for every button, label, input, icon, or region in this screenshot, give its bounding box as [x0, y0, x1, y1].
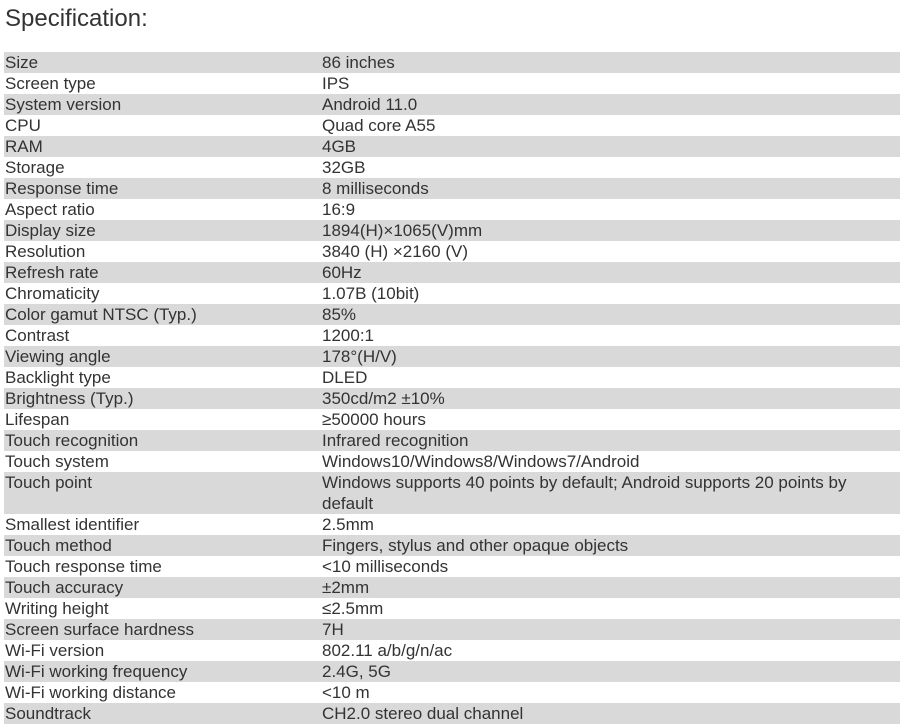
spec-label: Touch point — [4, 472, 321, 514]
spec-table-body — [4, 52, 900, 724]
spec-value: ≥50000 hours — [321, 409, 900, 430]
spec-label: Refresh rate — [4, 262, 321, 283]
spec-value: 16:9 — [321, 199, 900, 220]
spec-row — [4, 514, 900, 535]
spec-label: RAM — [4, 136, 321, 157]
spec-label: Brightness (Typ.) — [4, 388, 321, 409]
spec-value: 350cd/m2 ±10% — [321, 388, 900, 409]
spec-value: 178°(H/V) — [321, 346, 900, 367]
spec-value: 60Hz — [321, 262, 900, 283]
spec-label: Size — [4, 52, 321, 73]
spec-value: <10 milliseconds — [321, 556, 900, 577]
spec-label: Touch accuracy — [4, 577, 321, 598]
spec-value: ≤2.5mm — [321, 598, 900, 619]
spec-row — [4, 178, 900, 199]
spec-row — [4, 262, 900, 283]
spec-row — [4, 556, 900, 577]
spec-row — [4, 598, 900, 619]
spec-value: IPS — [321, 73, 900, 94]
spec-value: Windows10/Windows8/Windows7/Android — [321, 451, 900, 472]
spec-row — [4, 199, 900, 220]
spec-label: Writing height — [4, 598, 321, 619]
spec-row — [4, 94, 900, 115]
spec-label: Response time — [4, 178, 321, 199]
spec-label: Soundtrack — [4, 703, 321, 724]
spec-label: Resolution — [4, 241, 321, 262]
spec-value: Infrared recognition — [321, 430, 900, 451]
spec-row — [4, 430, 900, 451]
spec-row — [4, 409, 900, 430]
spec-label: System version — [4, 94, 321, 115]
spec-label: Wi-Fi working distance — [4, 682, 321, 703]
spec-label: Viewing angle — [4, 346, 321, 367]
spec-label: Lifespan — [4, 409, 321, 430]
spec-label: Screen surface hardness — [4, 619, 321, 640]
spec-row — [4, 661, 900, 682]
spec-label: Touch system — [4, 451, 321, 472]
spec-label: Touch recognition — [4, 430, 321, 451]
spec-value: 802.11 a/b/g/n/ac — [321, 640, 900, 661]
spec-value: Android 11.0 — [321, 94, 900, 115]
spec-row — [4, 241, 900, 262]
spec-row — [4, 577, 900, 598]
spec-row — [4, 535, 900, 556]
spec-row — [4, 619, 900, 640]
spec-table — [4, 52, 900, 724]
spec-label: Wi-Fi version — [4, 640, 321, 661]
spec-label: Screen type — [4, 73, 321, 94]
page-title: Specification: — [5, 5, 148, 32]
spec-value: 7H — [321, 619, 900, 640]
spec-row — [4, 115, 900, 136]
spec-value: 1.07B (10bit) — [321, 283, 900, 304]
spec-row — [4, 451, 900, 472]
spec-row — [4, 220, 900, 241]
spec-label: Aspect ratio — [4, 199, 321, 220]
spec-value: 85% — [321, 304, 900, 325]
spec-row — [4, 682, 900, 703]
spec-row — [4, 283, 900, 304]
spec-label: Color gamut NTSC (Typ.) — [4, 304, 321, 325]
spec-value: 1200:1 — [321, 325, 900, 346]
spec-row — [4, 640, 900, 661]
spec-label: Display size — [4, 220, 321, 241]
spec-label: Wi-Fi working frequency — [4, 661, 321, 682]
spec-value: Quad core A55 — [321, 115, 900, 136]
spec-row — [4, 388, 900, 409]
spec-row — [4, 703, 900, 724]
spec-label: Smallest identifier — [4, 514, 321, 535]
spec-row — [4, 325, 900, 346]
spec-row — [4, 73, 900, 94]
spec-label: Backlight type — [4, 367, 321, 388]
spec-row — [4, 367, 900, 388]
spec-value: <10 m — [321, 682, 900, 703]
spec-label: Touch response time — [4, 556, 321, 577]
spec-value: 86 inches — [321, 52, 900, 73]
spec-value: 2.4G, 5G — [321, 661, 900, 682]
spec-value: Fingers, stylus and other opaque objects — [321, 535, 900, 556]
spec-row — [4, 304, 900, 325]
spec-label: Touch method — [4, 535, 321, 556]
spec-value: CH2.0 stereo dual channel — [321, 703, 900, 724]
spec-row — [4, 346, 900, 367]
spec-row — [4, 472, 900, 514]
spec-value: 32GB — [321, 157, 900, 178]
spec-value: DLED — [321, 367, 900, 388]
spec-row — [4, 136, 900, 157]
spec-value: 2.5mm — [321, 514, 900, 535]
spec-label: Storage — [4, 157, 321, 178]
spec-value: ±2mm — [321, 577, 900, 598]
spec-value: 3840 (H) ×2160 (V) — [321, 241, 900, 262]
spec-label: Contrast — [4, 325, 321, 346]
spec-value: Windows supports 40 points by default; Android supports 20 points by default — [321, 472, 900, 514]
spec-row — [4, 52, 900, 73]
spec-label: CPU — [4, 115, 321, 136]
spec-value: 1894(H)×1065(V)mm — [321, 220, 900, 241]
spec-value: 8 milliseconds — [321, 178, 900, 199]
spec-row — [4, 157, 900, 178]
spec-value: 4GB — [321, 136, 900, 157]
spec-label: Chromaticity — [4, 283, 321, 304]
